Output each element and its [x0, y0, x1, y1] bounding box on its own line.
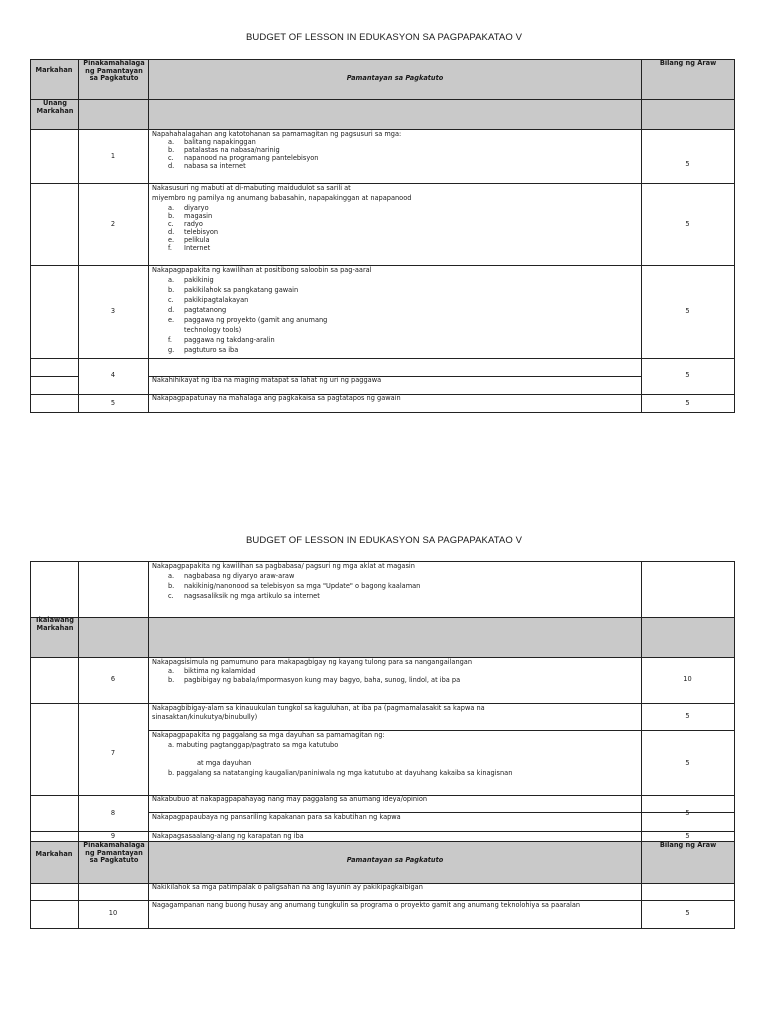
competency-text: Nakapagpapaubaya ng pansariling kapakanan para sa kabutihan ng kapwa	[152, 813, 401, 821]
days-value: 5	[685, 399, 690, 407]
list-item: a. nagbabasa ng diyaryo araw-araw	[168, 572, 295, 580]
competency-text: Nakabubuo at nakapagpapahayag nang may paggalang sa anumang ideya/opinion	[152, 795, 428, 803]
list-item: c. pakikipagtalakayan	[168, 296, 249, 304]
days-value: 5	[685, 712, 690, 720]
header-pinakamahalaga: Pinakamahalaga ng Pamantayan sa Pagkatuto	[83, 59, 145, 83]
list-item: e. paggawa ng proyekto (gamit ang anumang	[168, 316, 328, 324]
header-bilang: Bilang ng Araw	[659, 59, 717, 67]
quarter-label-2: Ikalawang Markahan	[36, 616, 74, 632]
competency-text: Nakapagpapakita ng kawilihan at positibong saloobin sa pag-aaral	[152, 266, 372, 274]
list-item: a. biktima ng kalamidad	[168, 667, 256, 675]
days-value: 5	[685, 160, 690, 168]
list-item: c. nagsasaliksik ng mga artikulo sa internet	[168, 592, 320, 600]
list-item: b. pakikilahok sa pangkatang gawain	[168, 286, 299, 294]
competency-text: Nakahihikayat ng iba na maging matapat sa lahat ng uri ng paggawa	[152, 376, 382, 384]
competency-number: 9	[110, 832, 116, 840]
competency-text: sinasaktan/kinukutya/binubully)	[152, 713, 258, 721]
page-title: BUDGET OF LESSON IN EDUKASYON SA PAGPAPAKATAO V	[245, 535, 523, 546]
page-title: BUDGET OF LESSON IN EDUKASYON SA PAGPAPAKATAO V	[245, 32, 523, 43]
quarter-fill	[30, 617, 735, 657]
competency-text: at mga dayuhan	[197, 759, 252, 767]
list-item: b. patalastas na nabasa/narinig	[168, 146, 280, 154]
competency-number: 4	[110, 371, 116, 379]
list-item: e. pelikula	[168, 236, 210, 244]
header-markahan: Markahan	[35, 66, 73, 74]
days-value: 5	[685, 909, 690, 917]
header-markahan: Markahan	[35, 850, 73, 858]
list-item: f. Internet	[168, 244, 211, 252]
list-item: a. diyaryo	[168, 204, 209, 212]
header-pinakamahalaga: Pinakamahalaga ng Pamantayan sa Pagkatuto	[83, 841, 145, 865]
days-value: 5	[685, 307, 690, 315]
competency-text: Nakapagpapatunay na mahalaga ang pagkakaisa sa pagtatapos ng gawain	[152, 394, 401, 402]
competency-text: Nakasusuri ng mabuti at di-mabuting maidudulot sa sarili at	[152, 184, 351, 192]
competency-text: Nakapagpapakita ng kawilihan sa pagbabasa/ pagsuri ng mga aklat at magasin	[152, 562, 415, 570]
list-item: c. radyo	[168, 220, 203, 228]
competency-text: b. paggalang sa natatanging kaugalian/paniniwala ng mga katutubo at dayuhang kakaiba sa kinagisnan	[168, 769, 513, 777]
list-item: c. napanood na programang pantelebisyon	[168, 154, 319, 162]
days-value: 5	[685, 832, 690, 840]
competency-number: 2	[110, 220, 116, 228]
competency-text: Nakapagpapakita ng paggalang sa mga dayuhan sa pamamagitan ng:	[152, 731, 385, 739]
competency-text: a. mabuting pagtanggap/pagtrato sa mga katutubo	[168, 741, 339, 749]
competency-number: 10	[108, 909, 118, 917]
competency-items	[168, 667, 460, 685]
quarter-label-1: Unang Markahan	[36, 99, 74, 115]
competency-number: 3	[110, 307, 116, 315]
competency-number: 8	[110, 809, 116, 817]
list-item: g. pagtuturo sa iba	[168, 346, 239, 354]
header-pamantayan: Pamantayan sa Pagkatuto	[346, 856, 444, 864]
header-bilang: Bilang ng Araw	[659, 841, 717, 849]
competency-text: Nakapagsisimula ng pamumuno para makapagbigay ng kayang tulong para sa nangangailangan	[152, 658, 473, 666]
competency-text: miyembro ng pamilya ng anumang babasahin, napapakinggan at napapanood	[152, 194, 412, 202]
competency-text: Nagagampanan nang buong husay ang anumang tungkulin sa programa o proyekto gamit ang anumang teknolohiya sa paaralan	[152, 901, 581, 909]
list-item: a. pakikinig	[168, 276, 214, 284]
list-item: d. telebisyon	[168, 228, 219, 236]
days-value: 10	[683, 675, 692, 683]
competency-text: Nakapagbibigay-alam sa kinauukulan tungkol sa kaguluhan, at iba pa (pagmamalasakit sa kapwa na	[152, 704, 485, 712]
competency-number: 7	[110, 749, 116, 757]
competency-text: Nakikilahok sa mga patimpalak o paligsahan na ang layunin ay pakikipagkaibigan	[152, 883, 423, 891]
list-item: b. nakikinig/nanonood sa telebisyon sa mga "Update" o bagong kaalaman	[168, 582, 421, 590]
competency-text: Napahahalagahan ang katotohanan sa pamamagitan ng pagsusuri sa mga:	[152, 130, 402, 138]
days-value: 5	[685, 809, 690, 817]
list-item: f. paggawa ng takdang-aralin	[168, 336, 275, 344]
list-item: d. nabasa sa internet	[168, 162, 246, 170]
header-pamantayan: Pamantayan sa Pagkatuto	[346, 74, 444, 82]
list-item: b. magasin	[168, 212, 213, 220]
days-value: 5	[685, 220, 690, 228]
competency-number: 5	[110, 399, 116, 407]
list-item: technology tools)	[184, 326, 242, 334]
competency-number: 1	[110, 152, 116, 160]
lesson-table-2	[30, 0, 735, 1024]
competency-text: Nakapagsasaalang-alang ng karapatan ng iba	[152, 832, 304, 840]
days-value: 5	[685, 759, 690, 767]
competency-number: 6	[110, 675, 116, 683]
days-value: 5	[685, 371, 690, 379]
list-item: d. pagtatanong	[168, 306, 227, 314]
competency-items	[168, 572, 420, 602]
list-item: b. pagbibigay ng babala/impormasyon kung may bagyo, baha, sunog, lindol, at iba pa	[168, 676, 461, 684]
list-item: a. balitang napakinggan	[168, 138, 256, 146]
